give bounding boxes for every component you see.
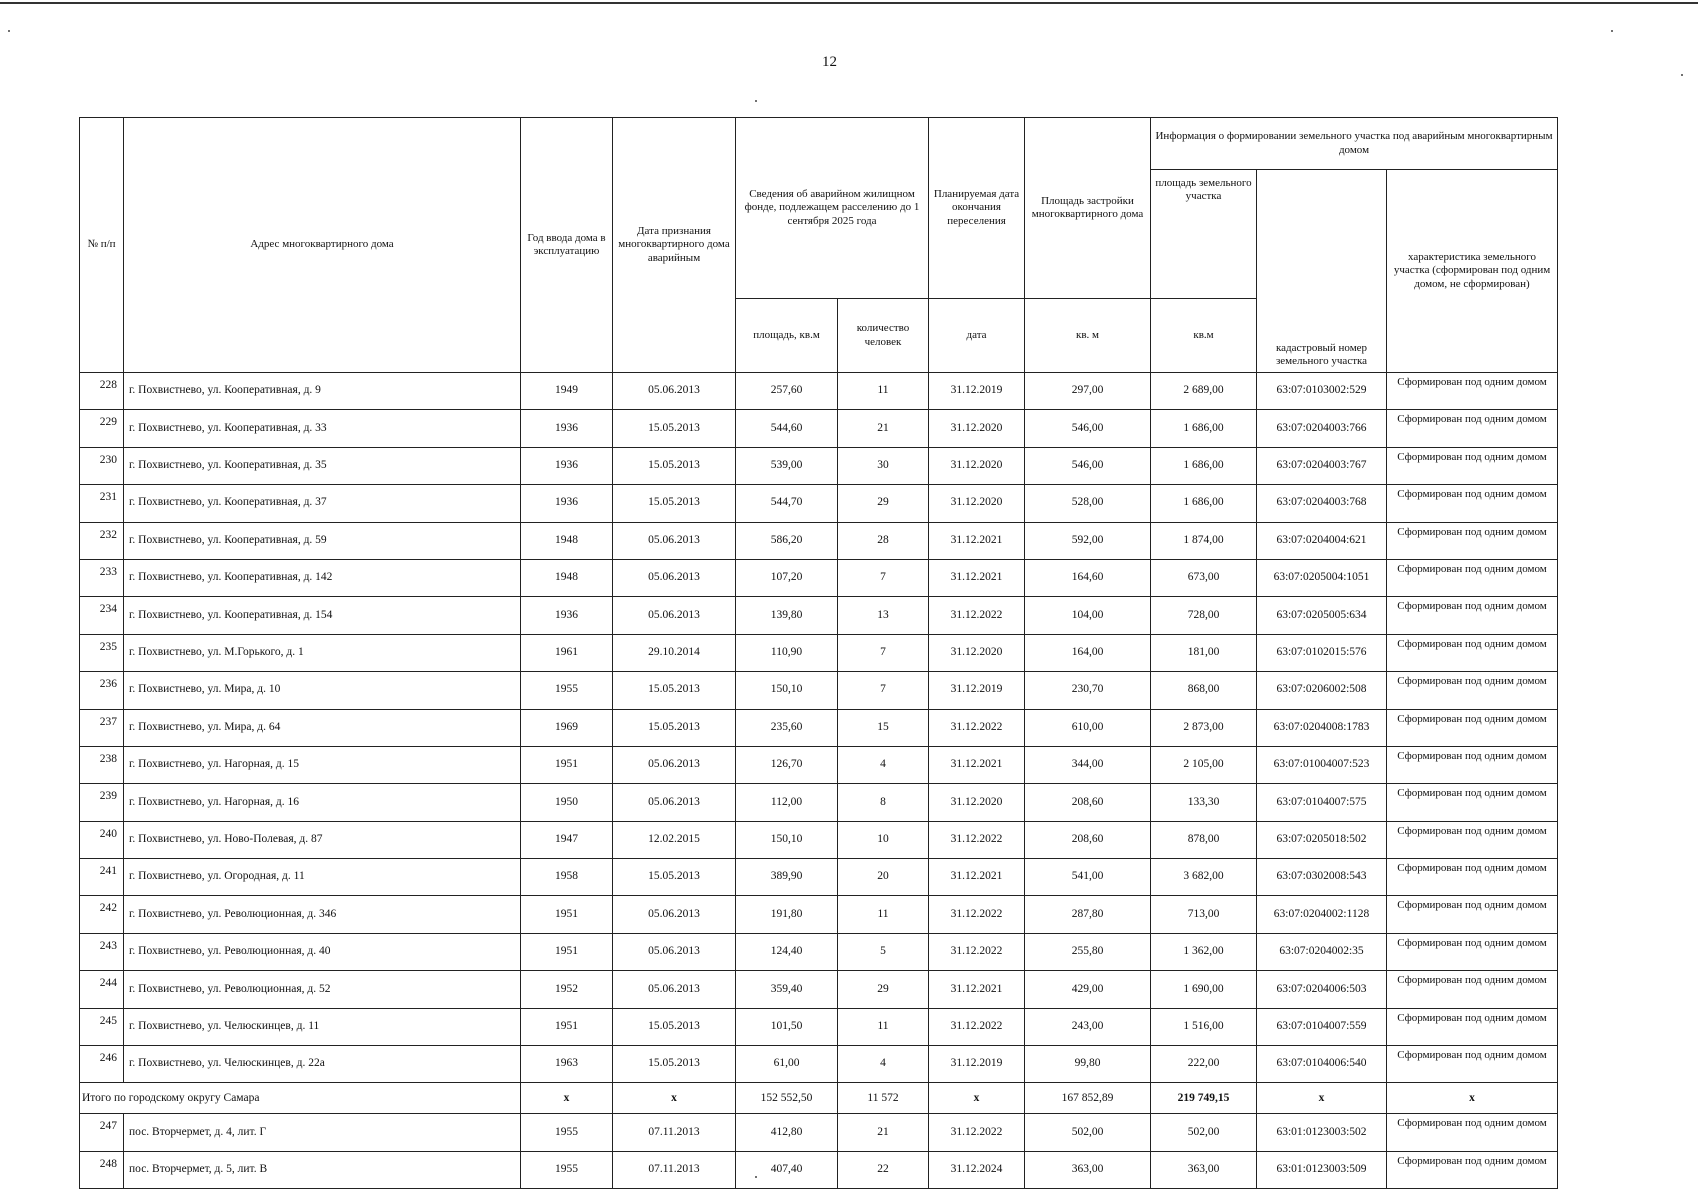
table-row <box>80 709 1558 746</box>
cell-date: 15.05.2013 <box>613 485 736 522</box>
cell-area: 257,60 <box>736 373 838 410</box>
cell-status: Сформирован под одним домом <box>1387 672 1558 709</box>
cell-planned-date: 31.12.2019 <box>929 672 1025 709</box>
cell-status: Сформирован под одним домом <box>1387 559 1558 596</box>
table-header <box>80 118 1558 373</box>
cell-status: Сформирован под одним домом <box>1387 1046 1558 1083</box>
cell-people: 15 <box>838 709 929 746</box>
cell-status: Сформирован под одним домом <box>1387 634 1558 671</box>
cell-cadastral: 63:07:0204002:35 <box>1257 933 1387 970</box>
cell-building-area: 528,00 <box>1025 485 1151 522</box>
subheader-kvm: кв. м <box>1025 299 1151 373</box>
total-building-area: 167 852,89 <box>1025 1083 1151 1114</box>
table-row <box>80 821 1558 858</box>
cell-building-area: 546,00 <box>1025 410 1151 447</box>
cell-land-area: 2 105,00 <box>1151 746 1257 783</box>
cell-year: 1950 <box>521 784 613 821</box>
cell-land-area: 713,00 <box>1151 896 1257 933</box>
scan-artifact <box>1681 74 1683 76</box>
cell-date: 07.11.2013 <box>613 1114 736 1151</box>
total-people: 11 572 <box>838 1083 929 1114</box>
cell-status: Сформирован под одним домом <box>1387 485 1558 522</box>
scan-artifact <box>1611 30 1613 32</box>
cell-planned-date: 31.12.2024 <box>929 1151 1025 1188</box>
cell-address: г. Похвистнево, ул. Кооперативная, д. 59 <box>124 522 521 559</box>
cell-address: г. Похвистнево, ул. Революционная, д. 52 <box>124 971 521 1008</box>
cell-year: 1936 <box>521 485 613 522</box>
cell-date: 05.06.2013 <box>613 597 736 634</box>
cell-num: 242 <box>80 896 124 933</box>
cell-status: Сформирован под одним домом <box>1387 971 1558 1008</box>
cell-status: Сформирован под одним домом <box>1387 1151 1558 1188</box>
cell-building-area: 344,00 <box>1025 746 1151 783</box>
table-row <box>80 522 1558 559</box>
cell-area: 407,40 <box>736 1151 838 1188</box>
cell-people: 5 <box>838 933 929 970</box>
cell-num: 231 <box>80 485 124 522</box>
cell-num: 238 <box>80 746 124 783</box>
cell-num: 237 <box>80 709 124 746</box>
cell-date: 15.05.2013 <box>613 1046 736 1083</box>
cell-date: 15.05.2013 <box>613 672 736 709</box>
cell-year: 1951 <box>521 896 613 933</box>
cell-people: 7 <box>838 672 929 709</box>
cell-status: Сформирован под одним домом <box>1387 709 1558 746</box>
cell-date: 29.10.2014 <box>613 634 736 671</box>
cell-date: 05.06.2013 <box>613 971 736 1008</box>
cell-address: пос. Вторчермет, д. 5, лит. В <box>124 1151 521 1188</box>
cell-area: 139,80 <box>736 597 838 634</box>
cell-planned-date: 31.12.2020 <box>929 634 1025 671</box>
cell-area: 235,60 <box>736 709 838 746</box>
cell-land-area: 2 689,00 <box>1151 373 1257 410</box>
cell-num: 241 <box>80 859 124 896</box>
cell-area: 586,20 <box>736 522 838 559</box>
subheader-date: дата <box>929 299 1025 373</box>
cell-people: 10 <box>838 821 929 858</box>
header-year: Год ввода дома в эксплуатацию <box>521 118 613 373</box>
cell-people: 11 <box>838 1008 929 1045</box>
cell-planned-date: 31.12.2020 <box>929 447 1025 484</box>
cell-area: 61,00 <box>736 1046 838 1083</box>
cell-planned-date: 31.12.2022 <box>929 597 1025 634</box>
cell-area: 389,90 <box>736 859 838 896</box>
cell-cadastral: 63:07:0104007:575 <box>1257 784 1387 821</box>
cell-planned-date: 31.12.2022 <box>929 896 1025 933</box>
cell-address: г. Похвистнево, ул. Кооперативная, д. 142 <box>124 559 521 596</box>
cell-date: 05.06.2013 <box>613 373 736 410</box>
cell-status: Сформирован под одним домом <box>1387 896 1558 933</box>
cell-people: 20 <box>838 859 929 896</box>
cell-building-area: 164,00 <box>1025 634 1151 671</box>
cell-building-area: 546,00 <box>1025 447 1151 484</box>
cell-building-area: 502,00 <box>1025 1114 1151 1151</box>
total-status: x <box>1387 1083 1558 1114</box>
table-row <box>80 373 1558 410</box>
cell-date: 05.06.2013 <box>613 896 736 933</box>
cell-year: 1955 <box>521 1114 613 1151</box>
cell-building-area: 287,80 <box>1025 896 1151 933</box>
cell-address: г. Похвистнево, ул. Нагорная, д. 15 <box>124 746 521 783</box>
cell-address: г. Похвистнево, ул. М.Горького, д. 1 <box>124 634 521 671</box>
total-row <box>80 1083 1558 1114</box>
cell-address: г. Похвистнево, ул. Челюскинцев, д. 11 <box>124 1008 521 1045</box>
cell-building-area: 208,60 <box>1025 784 1151 821</box>
cell-year: 1963 <box>521 1046 613 1083</box>
total-planned: x <box>929 1083 1025 1114</box>
cell-num: 233 <box>80 559 124 596</box>
cell-people: 13 <box>838 597 929 634</box>
cell-year: 1961 <box>521 634 613 671</box>
cell-area: 101,50 <box>736 1008 838 1045</box>
header-cadastral: кадастровый номер земельного участка <box>1257 170 1387 373</box>
cell-date: 05.06.2013 <box>613 746 736 783</box>
table-row <box>80 597 1558 634</box>
cell-planned-date: 31.12.2022 <box>929 933 1025 970</box>
table-row <box>80 859 1558 896</box>
cell-date: 05.06.2013 <box>613 784 736 821</box>
housing-table <box>79 117 1558 1189</box>
cell-address: г. Похвистнево, ул. Кооперативная, д. 9 <box>124 373 521 410</box>
table-row <box>80 971 1558 1008</box>
cell-address: пос. Вторчермет, д. 4, лит. Г <box>124 1114 521 1151</box>
cell-num: 240 <box>80 821 124 858</box>
cell-status: Сформирован под одним домом <box>1387 522 1558 559</box>
cell-area: 110,90 <box>736 634 838 671</box>
cell-num: 236 <box>80 672 124 709</box>
cell-land-area: 133,30 <box>1151 784 1257 821</box>
table-row <box>80 784 1558 821</box>
cell-people: 29 <box>838 485 929 522</box>
cell-land-area: 1 686,00 <box>1151 447 1257 484</box>
cell-planned-date: 31.12.2020 <box>929 784 1025 821</box>
cell-status: Сформирован под одним домом <box>1387 746 1558 783</box>
header-num: № п/п <box>80 118 124 373</box>
cell-date: 12.02.2015 <box>613 821 736 858</box>
cell-people: 29 <box>838 971 929 1008</box>
cell-people: 4 <box>838 746 929 783</box>
cell-land-area: 3 682,00 <box>1151 859 1257 896</box>
cell-people: 28 <box>838 522 929 559</box>
cell-area: 124,40 <box>736 933 838 970</box>
cell-people: 11 <box>838 373 929 410</box>
cell-date: 05.06.2013 <box>613 559 736 596</box>
cell-cadastral: 63:07:0205005:634 <box>1257 597 1387 634</box>
cell-building-area: 104,00 <box>1025 597 1151 634</box>
table-row <box>80 634 1558 671</box>
cell-num: 235 <box>80 634 124 671</box>
cell-people: 30 <box>838 447 929 484</box>
cell-year: 1949 <box>521 373 613 410</box>
cell-date: 15.05.2013 <box>613 447 736 484</box>
cell-num: 229 <box>80 410 124 447</box>
cell-building-area: 243,00 <box>1025 1008 1151 1045</box>
cell-people: 7 <box>838 559 929 596</box>
cell-cadastral: 63:07:0204003:767 <box>1257 447 1387 484</box>
cell-address: г. Похвистнево, ул. Кооперативная, д. 37 <box>124 485 521 522</box>
cell-date: 15.05.2013 <box>613 1008 736 1045</box>
cell-planned-date: 31.12.2020 <box>929 410 1025 447</box>
cell-num: 228 <box>80 373 124 410</box>
cell-building-area: 592,00 <box>1025 522 1151 559</box>
cell-area: 544,70 <box>736 485 838 522</box>
cell-building-area: 230,70 <box>1025 672 1151 709</box>
total-cadastral: x <box>1257 1083 1387 1114</box>
header-land-area: площадь земельного участка <box>1151 170 1257 299</box>
cell-year: 1952 <box>521 971 613 1008</box>
cell-date: 05.06.2013 <box>613 522 736 559</box>
cell-cadastral: 63:07:0102015:576 <box>1257 634 1387 671</box>
cell-area: 359,40 <box>736 971 838 1008</box>
cell-cadastral: 63:07:0205018:502 <box>1257 821 1387 858</box>
table-row <box>80 933 1558 970</box>
scan-artifact <box>755 100 757 102</box>
header-date-recognized: Дата признания многоквартирного дома аварийным <box>613 118 736 373</box>
cell-address: г. Похвистнево, ул. Кооперативная, д. 154 <box>124 597 521 634</box>
cell-cadastral: 63:07:0204008:1783 <box>1257 709 1387 746</box>
cell-cadastral: 63:07:0204003:768 <box>1257 485 1387 522</box>
cell-address: г. Похвистнево, ул. Революционная, д. 346 <box>124 896 521 933</box>
table-row <box>80 410 1558 447</box>
cell-land-area: 728,00 <box>1151 597 1257 634</box>
cell-building-area: 99,80 <box>1025 1046 1151 1083</box>
cell-year: 1951 <box>521 1008 613 1045</box>
cell-planned-date: 31.12.2022 <box>929 821 1025 858</box>
cell-year: 1948 <box>521 522 613 559</box>
header-land-info: Информация о формировании земельного участка под аварийным многоквартирным домом <box>1151 118 1558 170</box>
cell-planned-date: 31.12.2021 <box>929 522 1025 559</box>
cell-building-area: 541,00 <box>1025 859 1151 896</box>
cell-area: 112,00 <box>736 784 838 821</box>
cell-status: Сформирован под одним домом <box>1387 859 1558 896</box>
cell-land-area: 673,00 <box>1151 559 1257 596</box>
cell-land-area: 2 873,00 <box>1151 709 1257 746</box>
cell-cadastral: 63:07:0204003:766 <box>1257 410 1387 447</box>
cell-planned-date: 31.12.2021 <box>929 746 1025 783</box>
table-row <box>80 672 1558 709</box>
cell-date: 05.06.2013 <box>613 933 736 970</box>
cell-date: 15.05.2013 <box>613 859 736 896</box>
cell-num: 245 <box>80 1008 124 1045</box>
cell-cadastral: 63:07:0104006:540 <box>1257 1046 1387 1083</box>
cell-year: 1958 <box>521 859 613 896</box>
cell-year: 1936 <box>521 597 613 634</box>
cell-num: 246 <box>80 1046 124 1083</box>
cell-num: 230 <box>80 447 124 484</box>
cell-land-area: 1 690,00 <box>1151 971 1257 1008</box>
cell-num: 243 <box>80 933 124 970</box>
cell-year: 1947 <box>521 821 613 858</box>
cell-land-area: 222,00 <box>1151 1046 1257 1083</box>
cell-status: Сформирован под одним домом <box>1387 821 1558 858</box>
page-number: 12 <box>822 54 837 70</box>
cell-num: 232 <box>80 522 124 559</box>
cell-land-area: 1 516,00 <box>1151 1008 1257 1045</box>
cell-num: 248 <box>80 1151 124 1188</box>
cell-cadastral: 63:01:0123003:502 <box>1257 1114 1387 1151</box>
cell-planned-date: 31.12.2020 <box>929 485 1025 522</box>
cell-building-area: 363,00 <box>1025 1151 1151 1188</box>
table-row <box>80 559 1558 596</box>
cell-planned-date: 31.12.2022 <box>929 1114 1025 1151</box>
table-row <box>80 1008 1558 1045</box>
cell-planned-date: 31.12.2021 <box>929 859 1025 896</box>
cell-people: 22 <box>838 1151 929 1188</box>
cell-num: 239 <box>80 784 124 821</box>
table-row <box>80 485 1558 522</box>
cell-people: 21 <box>838 1114 929 1151</box>
cell-building-area: 297,00 <box>1025 373 1151 410</box>
cell-people: 8 <box>838 784 929 821</box>
cell-status: Сформирован под одним домом <box>1387 373 1558 410</box>
cell-address: г. Похвистнево, ул. Кооперативная, д. 33 <box>124 410 521 447</box>
cell-status: Сформирован под одним домом <box>1387 447 1558 484</box>
cell-cadastral: 63:07:0204004:621 <box>1257 522 1387 559</box>
cell-planned-date: 31.12.2022 <box>929 709 1025 746</box>
cell-year: 1948 <box>521 559 613 596</box>
cell-cadastral: 63:07:01004007:523 <box>1257 746 1387 783</box>
cell-planned-date: 31.12.2021 <box>929 559 1025 596</box>
cell-address: г. Похвистнево, ул. Мира, д. 10 <box>124 672 521 709</box>
cell-land-area: 1 686,00 <box>1151 485 1257 522</box>
cell-num: 244 <box>80 971 124 1008</box>
cell-planned-date: 31.12.2021 <box>929 971 1025 1008</box>
cell-cadastral: 63:07:0104007:559 <box>1257 1008 1387 1045</box>
cell-people: 4 <box>838 1046 929 1083</box>
cell-year: 1969 <box>521 709 613 746</box>
cell-planned-date: 31.12.2019 <box>929 373 1025 410</box>
cell-cadastral: 63:07:0204006:503 <box>1257 971 1387 1008</box>
cell-year: 1955 <box>521 1151 613 1188</box>
subheader-people: количество человек <box>838 299 929 373</box>
cell-year: 1951 <box>521 933 613 970</box>
cell-land-area: 502,00 <box>1151 1114 1257 1151</box>
cell-land-area: 1 686,00 <box>1151 410 1257 447</box>
cell-cadastral: 63:07:0204002:1128 <box>1257 896 1387 933</box>
cell-address: г. Похвистнево, ул. Огородная, д. 11 <box>124 859 521 896</box>
cell-land-area: 1 874,00 <box>1151 522 1257 559</box>
cell-num: 234 <box>80 597 124 634</box>
cell-date: 15.05.2013 <box>613 709 736 746</box>
cell-area: 126,70 <box>736 746 838 783</box>
table-row <box>80 1114 1558 1151</box>
cell-area: 150,10 <box>736 821 838 858</box>
cell-people: 21 <box>838 410 929 447</box>
total-year: x <box>521 1083 613 1114</box>
scan-artifact <box>755 1176 757 1178</box>
cell-land-area: 181,00 <box>1151 634 1257 671</box>
cell-planned-date: 31.12.2019 <box>929 1046 1025 1083</box>
cell-num: 247 <box>80 1114 124 1151</box>
cell-status: Сформирован под одним домом <box>1387 1114 1558 1151</box>
cell-area: 191,80 <box>736 896 838 933</box>
cell-status: Сформирован под одним домом <box>1387 1008 1558 1045</box>
cell-building-area: 429,00 <box>1025 971 1151 1008</box>
cell-address: г. Похвистнево, ул. Нагорная, д. 16 <box>124 784 521 821</box>
header-characteristic: характеристика земельного участка (сформирован под одним домом, не сформирован) <box>1387 170 1558 373</box>
cell-year: 1951 <box>521 746 613 783</box>
table-row <box>80 1046 1558 1083</box>
cell-address: г. Похвистнево, ул. Мира, д. 64 <box>124 709 521 746</box>
cell-planned-date: 31.12.2022 <box>929 1008 1025 1045</box>
cell-cadastral: 63:07:0302008:543 <box>1257 859 1387 896</box>
scan-artifact <box>8 30 10 32</box>
cell-date: 15.05.2013 <box>613 410 736 447</box>
cell-land-area: 878,00 <box>1151 821 1257 858</box>
total-date: x <box>613 1083 736 1114</box>
cell-date: 07.11.2013 <box>613 1151 736 1188</box>
header-planned-date: Планируемая дата окончания переселения <box>929 118 1025 299</box>
cell-cadastral: 63:07:0103002:529 <box>1257 373 1387 410</box>
cell-building-area: 164,60 <box>1025 559 1151 596</box>
cell-address: г. Похвистнево, ул. Ново-Полевая, д. 87 <box>124 821 521 858</box>
cell-status: Сформирован под одним домом <box>1387 597 1558 634</box>
cell-area: 107,20 <box>736 559 838 596</box>
cell-area: 412,80 <box>736 1114 838 1151</box>
cell-people: 11 <box>838 896 929 933</box>
cell-status: Сформирован под одним домом <box>1387 933 1558 970</box>
cell-address: г. Похвистнево, ул. Революционная, д. 40 <box>124 933 521 970</box>
subheader-area: площадь, кв.м <box>736 299 838 373</box>
table-row <box>80 746 1558 783</box>
cell-address: г. Похвистнево, ул. Челюскинцев, д. 22а <box>124 1046 521 1083</box>
cell-area: 539,00 <box>736 447 838 484</box>
cell-year: 1936 <box>521 410 613 447</box>
cell-cadastral: 63:07:0206002:508 <box>1257 672 1387 709</box>
cell-land-area: 363,00 <box>1151 1151 1257 1188</box>
header-address: Адрес многоквартирного дома <box>124 118 521 373</box>
cell-land-area: 868,00 <box>1151 672 1257 709</box>
cell-address: г. Похвистнево, ул. Кооперативная, д. 35 <box>124 447 521 484</box>
cell-status: Сформирован под одним домом <box>1387 784 1558 821</box>
header-emergency-info: Сведения об аварийном жилищном фонде, подлежащем расселению до 1 сентября 2025 года <box>736 118 929 299</box>
table-row <box>80 1151 1558 1188</box>
top-rule <box>0 2 1698 4</box>
cell-cadastral: 63:07:0205004:1051 <box>1257 559 1387 596</box>
cell-year: 1936 <box>521 447 613 484</box>
total-area: 152 552,50 <box>736 1083 838 1114</box>
table-body <box>80 373 1558 1189</box>
subheader-kvm-land: кв.м <box>1151 299 1257 373</box>
cell-year: 1955 <box>521 672 613 709</box>
cell-area: 544,60 <box>736 410 838 447</box>
cell-area: 150,10 <box>736 672 838 709</box>
cell-land-area: 1 362,00 <box>1151 933 1257 970</box>
table-row <box>80 896 1558 933</box>
cell-people: 7 <box>838 634 929 671</box>
header-building-area: Площадь застройки многоквартирного дома <box>1025 118 1151 299</box>
table-row <box>80 447 1558 484</box>
total-land-area: 219 749,15 <box>1151 1083 1257 1114</box>
cell-building-area: 255,80 <box>1025 933 1151 970</box>
cell-status: Сформирован под одним домом <box>1387 410 1558 447</box>
cell-building-area: 610,00 <box>1025 709 1151 746</box>
total-label: Итого по городскому округу Самара <box>80 1083 521 1114</box>
cell-cadastral: 63:01:0123003:509 <box>1257 1151 1387 1188</box>
cell-building-area: 208,60 <box>1025 821 1151 858</box>
